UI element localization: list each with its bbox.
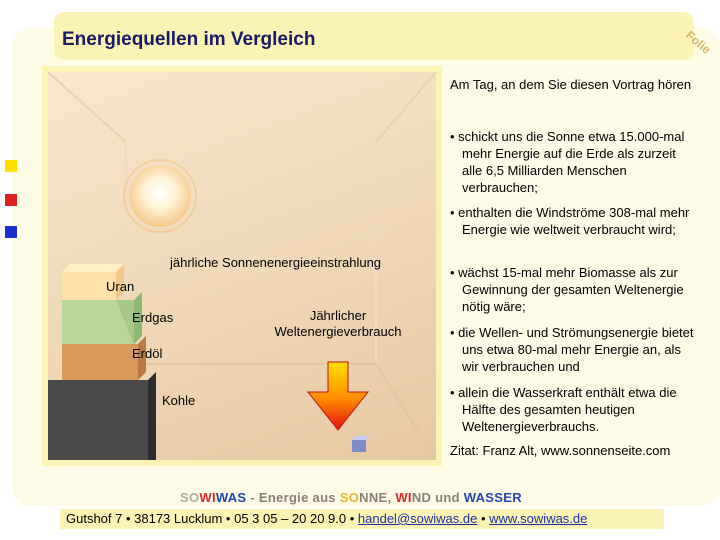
yellow-square-icon xyxy=(5,160,17,172)
bullet-item xyxy=(450,128,698,196)
verbrauch-cube xyxy=(352,436,370,452)
footer-logo xyxy=(180,490,522,505)
logo-part: - Energie aus xyxy=(246,490,340,505)
logo-part: SO xyxy=(339,490,360,505)
logo-part: WI xyxy=(395,490,412,505)
sun-label: jährliche Sonnenenergieeinstrahlung xyxy=(170,255,382,270)
uran-label: Uran xyxy=(106,279,135,294)
slide-corner-tag: Folie xyxy=(683,28,714,57)
logo-part: WI xyxy=(199,490,216,505)
blue-square-icon xyxy=(5,226,17,238)
bullet-text: • die Wellen- und Strömungsenergie bietet uns etwa 80-mal mehr Energie an, als wir verbrauchen und xyxy=(450,325,694,374)
logo-part: SO xyxy=(180,490,200,505)
kohle-block xyxy=(48,372,156,460)
verbrauch-arrow-icon xyxy=(308,362,368,430)
room-edge-line xyxy=(376,364,436,460)
sun-icon xyxy=(124,160,196,232)
logo-part: WAS xyxy=(215,490,247,505)
logo-part: ND und xyxy=(411,490,464,505)
erdoel-label: Erdöl xyxy=(132,346,163,361)
bullet-item xyxy=(450,324,698,375)
slide-title: Energiequellen im Vergleich xyxy=(62,29,316,50)
verbrauch-label: Jährlicher Weltenergieverbrauch xyxy=(274,308,402,339)
bullet-text: • enthalten die Windströme 308-mal mehr Energie wie weltweit verbraucht wird; xyxy=(450,205,690,237)
kohle-label: Kohle xyxy=(162,393,196,408)
footer-separator: • xyxy=(477,511,490,526)
citation: Zitat: Franz Alt, www.sonnenseite.com xyxy=(450,443,671,458)
bullet-item xyxy=(450,204,698,238)
room-edge-line xyxy=(376,72,436,142)
bullet-text: • allein die Wasserkraft enthält etwa die Hälfte des gesamten heutigen Weltenergieverbrauchs. xyxy=(450,385,677,434)
footer-address: Gutshof 7 • 38173 Lucklum • 05 3 05 – 20 20 9.0 • xyxy=(66,511,358,526)
logo-part: SER xyxy=(494,490,522,505)
bullet-text: • wächst 15-mal mehr Biomasse als zur Gewinnung der gesamten Weltenergie nötig wäre; xyxy=(450,265,684,314)
bullet-item xyxy=(450,264,698,315)
column-heading: Am Tag, an dem Sie diesen Vortrag hören xyxy=(450,77,692,92)
logo-part: NNE, xyxy=(359,490,396,505)
website-link[interactable]: www.sowiwas.de xyxy=(489,511,588,526)
bullet-item xyxy=(450,384,698,435)
red-square-icon xyxy=(5,194,17,206)
logo-part: WAS xyxy=(463,490,495,505)
bullet-text: • schickt uns die Sonne etwa 15.000-mal mehr Energie auf die Erde als zurzeit alle 6,5 Milliarden Menschen verbrauchen; xyxy=(450,129,685,195)
erdgas-label: Erdgas xyxy=(132,310,174,325)
footer-contact xyxy=(66,511,587,526)
email-link[interactable]: handel@sowiwas.de xyxy=(357,511,478,526)
room-edge-line xyxy=(48,72,126,142)
